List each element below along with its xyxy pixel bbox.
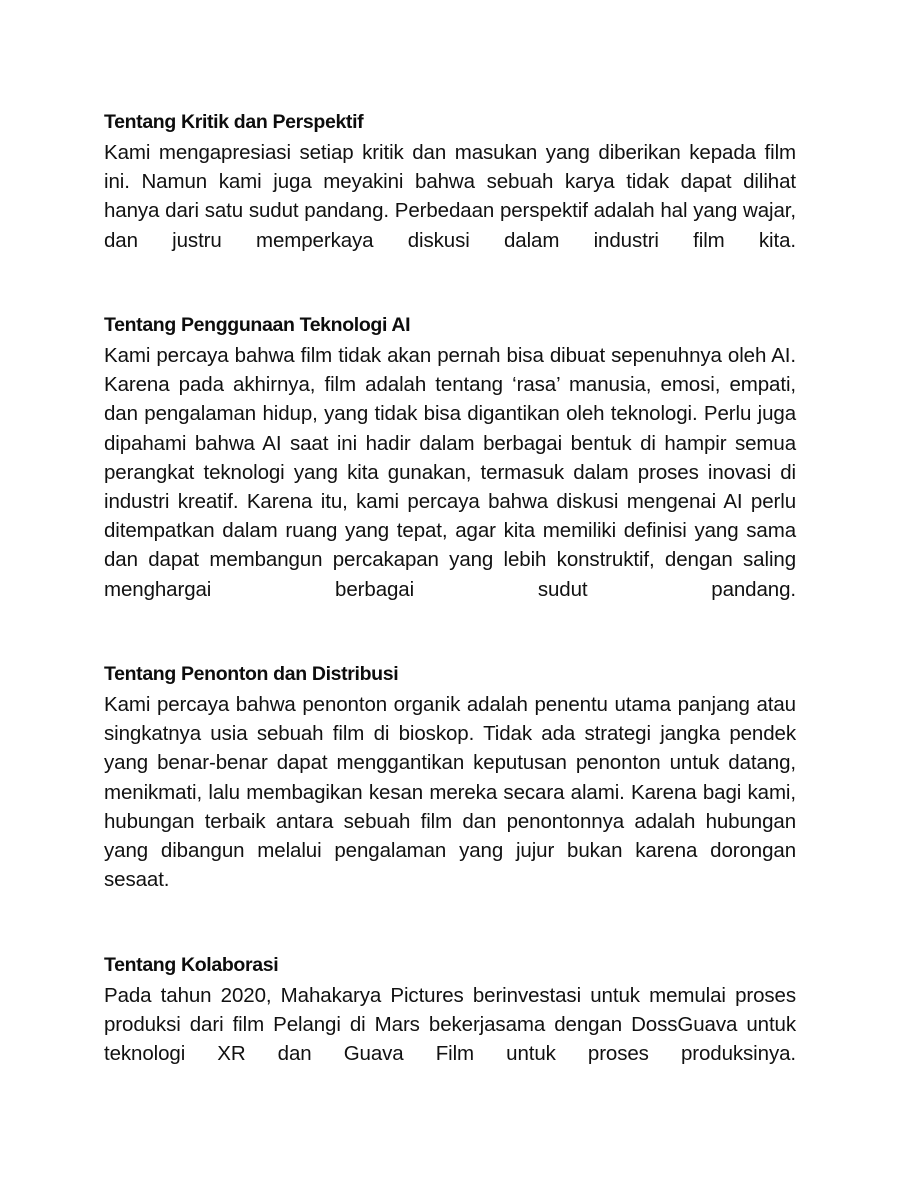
section-heading: Tentang Penonton dan Distribusi (104, 663, 399, 686)
section-heading: Tentang Penggunaan Teknologi AI (104, 314, 411, 337)
section-paragraph: Kami percaya bahwa film tidak akan pernah bisa dibuat sepenuhnya oleh AI. Karena pada akhirnya, film adalah tentang ‘rasa’ manusia, emosi, empati, dan pengalaman hidup, yang tidak bisa digantikan oleh teknologi. Perlu juga dipahami bahwa AI saat ini hadir dalam berbagai bentuk di hampir semua perangkat teknologi yang kita gunakan, termasuk dalam proses inovasi di industri kreatif. Karena itu, kami percaya bahwa diskusi mengenai AI perlu ditempatkan dalam ruang yang tepat, agar kita memiliki definisi yang sama dan dapat membangun percakapan yang lebih konstruktif, dengan saling menghargai berbagai sudut pandang. (104, 344, 796, 601)
section-heading: Tentang Kritik dan Perspektif (104, 111, 364, 133)
section-penggunaan-teknologi-ai (104, 311, 796, 633)
section-penonton-dan-distribusi (104, 660, 796, 924)
section-heading: Tentang Kolaborasi (104, 953, 279, 976)
section-paragraph: Pada tahun 2020, Mahakarya Pictures berinvestasi untuk memulai proses produksi dari film Pelangi di Mars bekerjasama dengan DossGuava untuk teknologi XR dan Guava Film untuk proses produksinya. (104, 983, 796, 1066)
section-kolaborasi (104, 951, 796, 1098)
section-kritik-dan-perspektif (104, 108, 796, 284)
section-paragraph: Kami percaya bahwa penonton organik adalah penentu utama panjang atau singkatnya usia sebuah film di bioskop. Tidak ada strategi jangka pendek yang benar-benar dapat menggantikan keputusan penonton untuk datang, menikmati, lalu membagikan kesan mereka secara alami. Karena bagi kami, hubungan terbaik antara sebuah film dan penontonnya adalah hubungan yang dibangun melalui pengalaman yang jujur bukan karena dorongan sesaat. (104, 693, 796, 892)
section-paragraph: Kami mengapresiasi setiap kritik dan masukan yang diberikan kepada film ini. Namun kami juga meyakini bahwa sebuah karya tidak dapat dilihat hanya dari satu sudut pandang. Perbedaan perspektif adalah hal yang wajar, dan justru memperkaya diskusi dalam industri film kita. (104, 141, 796, 252)
document-body (104, 108, 796, 1097)
